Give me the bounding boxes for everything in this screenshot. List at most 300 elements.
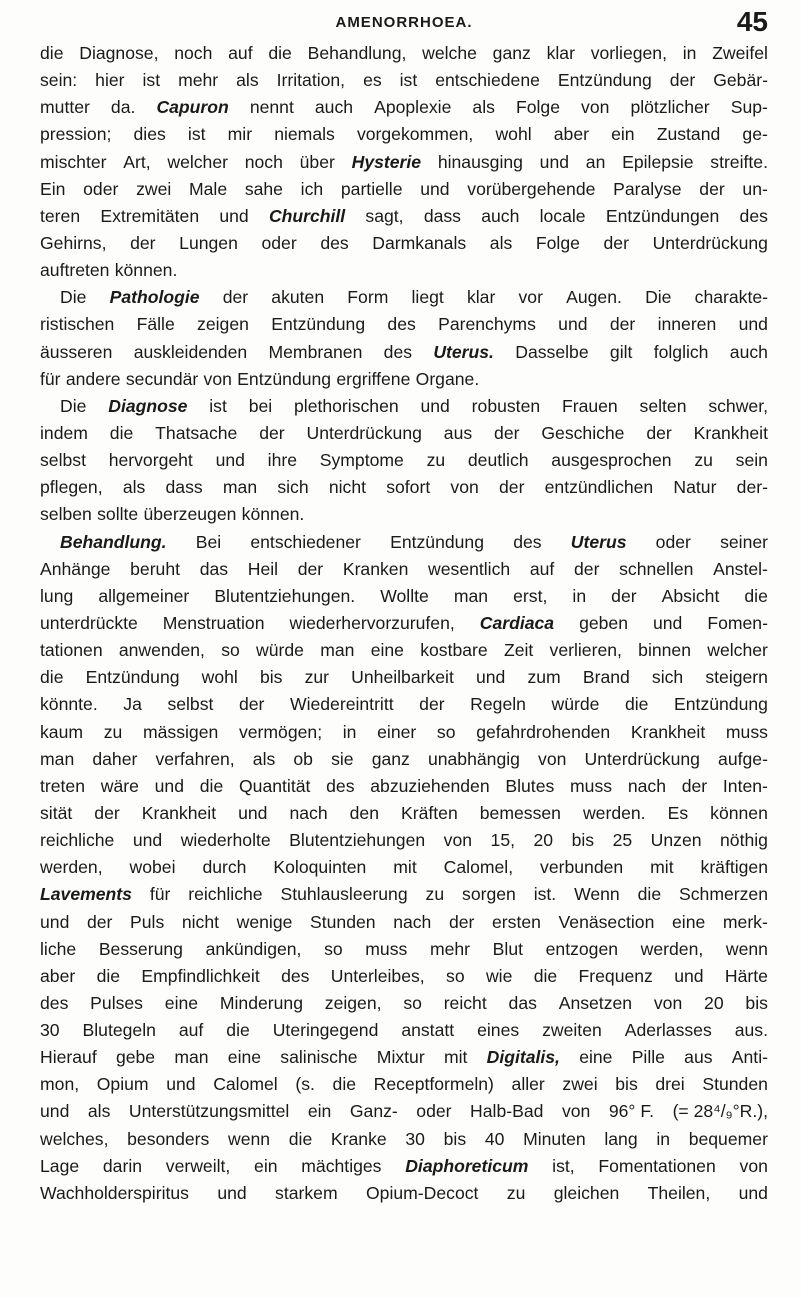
word: und xyxy=(558,314,588,335)
word: und xyxy=(420,178,450,199)
word: Opium-Decoct xyxy=(365,1182,479,1203)
word: und xyxy=(132,830,163,851)
word: durch xyxy=(202,857,247,878)
word: sie xyxy=(331,748,354,769)
word: robusten xyxy=(471,395,541,416)
word: der xyxy=(448,911,475,932)
word: hier xyxy=(95,70,125,91)
page-number: 45 xyxy=(736,6,768,37)
word: ganz xyxy=(492,43,531,63)
word: wiederhervorzurufen, xyxy=(289,612,455,633)
word: die xyxy=(332,1074,357,1095)
word: Apoplexie xyxy=(374,97,452,118)
word: starkem xyxy=(275,1182,338,1203)
word: würde xyxy=(551,694,600,715)
word: Blutegeln xyxy=(82,1020,156,1041)
text-line xyxy=(40,746,768,773)
word: Folge xyxy=(515,97,560,118)
word: und xyxy=(166,1074,196,1095)
emphasized-word: Diagnose xyxy=(108,395,188,416)
word: so xyxy=(403,992,422,1013)
word: sollte xyxy=(97,504,139,525)
word: Quantität xyxy=(238,775,311,796)
word: so xyxy=(446,965,465,986)
word: als xyxy=(87,1101,111,1122)
word: Stunden xyxy=(310,911,376,932)
word: salinische xyxy=(280,1047,358,1068)
word: vorgekommen, xyxy=(356,124,474,145)
word: ist, xyxy=(552,1155,575,1176)
word: können. xyxy=(114,260,178,281)
word: der xyxy=(646,422,672,443)
word: Blutentziehungen. xyxy=(214,585,356,606)
word: ganz xyxy=(371,748,410,769)
word: zu xyxy=(694,450,713,471)
word: selten xyxy=(639,395,687,416)
word: lang xyxy=(604,1128,638,1149)
word: und xyxy=(154,775,184,796)
word: als xyxy=(252,748,276,769)
word: vorliegen, xyxy=(590,43,667,63)
word: der xyxy=(238,694,265,715)
word: vorübergehende xyxy=(467,178,596,199)
word: Krankheit xyxy=(141,802,217,823)
word: ge- xyxy=(742,124,768,145)
word: sagt, xyxy=(365,205,404,226)
word: hervorgeht xyxy=(108,450,193,471)
word: Besserung xyxy=(98,938,183,959)
word: Fälle xyxy=(136,314,175,335)
word: und xyxy=(674,965,704,986)
word: und xyxy=(420,395,450,416)
word: wenige xyxy=(236,911,293,932)
word: sahe xyxy=(244,178,283,199)
word: des xyxy=(326,775,355,796)
word: ein xyxy=(307,1101,332,1122)
word: Unheilbarkeit xyxy=(351,667,454,688)
word: mon, xyxy=(40,1074,80,1095)
word: die xyxy=(533,965,558,986)
word: Stunden xyxy=(702,1074,768,1095)
word: Wenn xyxy=(574,884,620,905)
word: des xyxy=(739,205,768,226)
word: Härte xyxy=(724,965,768,986)
word: man xyxy=(453,585,489,606)
word: aus xyxy=(684,1047,713,1068)
word: partielle xyxy=(340,178,403,199)
word: und xyxy=(40,911,70,932)
word: (s. xyxy=(295,1074,315,1095)
word: des xyxy=(513,531,542,552)
word: 30 xyxy=(405,1128,425,1149)
word: wenn xyxy=(228,1128,271,1149)
word: Wachholderspiritus xyxy=(40,1182,189,1203)
word: Unterdrückung xyxy=(584,748,700,769)
word: aber xyxy=(40,965,76,986)
word: bei xyxy=(248,395,273,416)
word: niemals xyxy=(274,124,335,145)
word: erst, xyxy=(513,585,548,606)
word: Blutentziehungen xyxy=(289,830,426,851)
word: ersten xyxy=(492,911,541,932)
page-header xyxy=(40,4,768,38)
word: pflegen, xyxy=(40,477,103,498)
word: einer xyxy=(377,721,417,742)
word: akuten xyxy=(271,287,325,308)
word: beruht xyxy=(130,558,181,579)
word: Unzen xyxy=(650,830,702,851)
text-line xyxy=(40,1071,768,1098)
word: Absicht xyxy=(661,585,720,606)
text-line xyxy=(40,583,768,610)
word: ausgesprochen xyxy=(551,450,672,471)
word: wohl xyxy=(201,667,238,688)
word: reichliche xyxy=(40,830,115,851)
word: zu xyxy=(426,450,446,471)
word: die xyxy=(624,694,649,715)
word: besonders xyxy=(127,1128,210,1149)
word: eine xyxy=(672,911,706,932)
word: anstatt xyxy=(401,1020,455,1041)
word: verlieren, xyxy=(549,640,622,661)
word: Anti- xyxy=(731,1047,768,1068)
word: gilt xyxy=(609,341,633,362)
word: auf xyxy=(228,43,253,63)
word: auch xyxy=(481,205,520,226)
word: es xyxy=(363,70,382,91)
word: entzogen xyxy=(545,938,619,959)
word: klar xyxy=(466,287,496,308)
text-line xyxy=(40,1153,768,1180)
word: drei xyxy=(655,1074,685,1095)
word: aus xyxy=(443,422,473,443)
word: unterdrückte xyxy=(40,612,138,633)
word: Membranen xyxy=(268,341,363,362)
word: noch xyxy=(174,43,213,63)
text-line xyxy=(40,800,768,827)
text-line xyxy=(40,176,768,203)
word: 30 xyxy=(40,1020,60,1041)
word: Hierauf xyxy=(40,1047,97,1068)
word: Fomentationen xyxy=(598,1155,716,1176)
word: die xyxy=(226,1020,250,1041)
word: auf xyxy=(529,558,555,579)
word: ich xyxy=(300,178,324,199)
word: muss xyxy=(725,721,768,742)
word: oder xyxy=(655,531,691,552)
word: man xyxy=(320,640,355,661)
word: mässigen xyxy=(142,721,219,742)
word: Koloquinten xyxy=(273,857,367,878)
body-text xyxy=(40,40,768,1207)
word: mächtiges xyxy=(301,1155,382,1176)
emphasized-word: Hysterie xyxy=(351,151,422,172)
word: selbst xyxy=(167,694,214,715)
word: pression; xyxy=(40,124,112,145)
word: von xyxy=(203,368,232,389)
word: muss xyxy=(365,938,408,959)
word: über xyxy=(299,151,335,172)
word: da. xyxy=(110,97,136,118)
word: nöthig xyxy=(720,830,768,851)
word: allgemeiner xyxy=(98,585,190,606)
text-line xyxy=(40,691,768,718)
word: Entzündung xyxy=(557,70,652,91)
word: und xyxy=(215,450,245,471)
word: entschiedene xyxy=(435,70,540,91)
word: Male xyxy=(188,178,228,199)
word: nach xyxy=(289,802,328,823)
word: zum xyxy=(527,667,561,688)
text-line xyxy=(40,420,768,447)
word: auskleidenden xyxy=(133,341,248,362)
emphasized-word: Cardiaca xyxy=(479,612,555,633)
word: und xyxy=(652,612,683,633)
word: plötzlicher xyxy=(630,97,710,118)
word: 15, xyxy=(490,830,515,851)
word: Unterleibes, xyxy=(330,965,425,986)
word: bemessen xyxy=(479,802,561,823)
word: reicht xyxy=(443,992,487,1013)
word: und xyxy=(219,205,249,226)
word: Symptome xyxy=(319,450,404,471)
word: Ansetzen xyxy=(558,992,633,1013)
word: Lage xyxy=(40,1155,80,1176)
word: Zweifel xyxy=(712,43,768,63)
word: Zeit xyxy=(503,640,534,661)
word: schnellen xyxy=(619,558,694,579)
word: der xyxy=(222,287,249,308)
word: Calomel, xyxy=(443,857,514,878)
word: sein xyxy=(735,450,768,471)
word: bis xyxy=(443,1128,467,1149)
word: können xyxy=(710,802,768,823)
word: von xyxy=(561,1101,591,1122)
word: Unterstützungsmittel xyxy=(128,1101,290,1122)
emphasized-word: Digitalis, xyxy=(486,1047,560,1068)
word: und xyxy=(238,802,268,823)
word: anwenden, xyxy=(118,640,205,661)
word: Natur xyxy=(673,477,717,498)
word: Entzündung xyxy=(237,368,332,389)
text-line xyxy=(40,94,768,121)
word: zu xyxy=(506,1182,526,1203)
word: Es xyxy=(667,802,689,823)
word: Die xyxy=(60,287,87,308)
word: gebe xyxy=(115,1047,156,1068)
word: welcher xyxy=(167,151,228,172)
word: ist. xyxy=(533,884,557,905)
word: man xyxy=(222,477,258,498)
word: Receptformeln) xyxy=(373,1074,494,1095)
text-line xyxy=(40,230,768,257)
word: Darmkanals xyxy=(372,232,467,253)
word: vor xyxy=(518,287,543,308)
word: deutlich xyxy=(467,450,529,471)
emphasized-word: Capuron xyxy=(156,97,229,118)
word: selben xyxy=(40,504,92,525)
word: der xyxy=(609,314,636,335)
word: Extremitäten xyxy=(100,205,200,226)
text-line xyxy=(40,339,768,366)
word: zeigen, xyxy=(324,992,382,1013)
word: auftreten xyxy=(40,260,110,281)
word: ein xyxy=(254,1155,278,1176)
word: an xyxy=(585,151,606,172)
word: Theilen, xyxy=(647,1182,711,1203)
word: eine xyxy=(579,1047,613,1068)
word: Blutes xyxy=(505,775,555,796)
word: Folge xyxy=(535,232,580,253)
word: ist xyxy=(187,124,206,145)
word: Unterdrückung xyxy=(652,232,768,253)
word: welcher xyxy=(707,640,768,661)
word: das xyxy=(508,992,537,1013)
word: sein: xyxy=(40,70,78,91)
word: Kranke xyxy=(330,1128,387,1149)
text-line xyxy=(40,1098,768,1125)
word: wie xyxy=(485,965,513,986)
text-line xyxy=(40,936,768,963)
text-line xyxy=(40,854,768,881)
word: 20 xyxy=(533,830,554,851)
word: mit xyxy=(650,857,674,878)
word: klar xyxy=(546,43,575,63)
word: Halb-Bad xyxy=(470,1101,544,1122)
word: streifte. xyxy=(710,151,768,172)
word: als xyxy=(489,232,513,253)
word: der xyxy=(669,70,696,91)
text-line xyxy=(40,827,768,854)
word: Menstruation xyxy=(162,612,265,633)
word: Augen. xyxy=(566,287,622,308)
word: ist xyxy=(209,395,227,416)
word: andere xyxy=(65,368,121,389)
word: eine xyxy=(227,1047,262,1068)
word: secundär xyxy=(125,368,199,389)
word: mehr xyxy=(429,938,471,959)
word: mehr xyxy=(178,70,219,91)
word: der xyxy=(574,558,600,579)
word: unabhängig xyxy=(427,748,520,769)
word: ankündigen, xyxy=(205,938,302,959)
text-line xyxy=(40,40,768,67)
word: eines xyxy=(477,1020,520,1041)
text-line xyxy=(40,610,768,637)
word: die xyxy=(744,585,768,606)
text-line xyxy=(40,393,768,420)
word: würde xyxy=(256,640,304,661)
word: Brand xyxy=(582,667,630,688)
text-line xyxy=(40,366,768,393)
word: Frauen xyxy=(561,395,618,416)
word: als xyxy=(472,97,495,118)
word: und xyxy=(738,314,768,335)
word: Gehirns, xyxy=(40,232,107,253)
word: der xyxy=(611,585,637,606)
word: wäre xyxy=(100,775,139,796)
word: Kräften xyxy=(401,802,458,823)
word: sich xyxy=(277,477,309,498)
emphasized-word: Behandlung. xyxy=(60,531,167,552)
word: der xyxy=(699,178,725,199)
word: nicht xyxy=(328,477,366,498)
word: daher xyxy=(92,748,138,769)
word: Paralyse xyxy=(613,178,682,199)
word: charakte- xyxy=(694,287,768,308)
word: der xyxy=(499,477,525,498)
word: bis xyxy=(745,992,768,1013)
word: aber xyxy=(553,124,589,145)
word: Heil xyxy=(247,558,279,579)
word: bequemer xyxy=(688,1128,768,1149)
word: in xyxy=(682,43,697,63)
word: oder xyxy=(83,178,119,199)
word: nicht xyxy=(181,911,220,932)
word: bis xyxy=(615,1074,638,1095)
text-line xyxy=(40,909,768,936)
word: inneren xyxy=(657,314,717,335)
word: eine xyxy=(370,640,404,661)
word: Stuhlausleerung xyxy=(280,884,408,905)
text-line xyxy=(40,501,768,528)
word: Entzündung xyxy=(271,314,366,335)
word: kaum xyxy=(40,721,84,742)
word: der xyxy=(419,694,445,715)
word: oder xyxy=(416,1101,452,1122)
word: verbunden xyxy=(540,857,624,878)
text-line xyxy=(40,1017,768,1044)
word: bis xyxy=(571,830,595,851)
word: Pille xyxy=(631,1047,665,1068)
word: für xyxy=(40,368,61,389)
word: zeigen xyxy=(197,314,249,335)
word: Zustand xyxy=(656,124,721,145)
word: zur xyxy=(304,667,330,688)
word: so xyxy=(324,938,343,959)
word: Krankheit xyxy=(630,721,706,742)
word: könnte. xyxy=(40,694,98,715)
word: der xyxy=(259,422,285,443)
text-line xyxy=(40,773,768,800)
word: den xyxy=(349,802,379,823)
word: man xyxy=(174,1047,209,1068)
word: von xyxy=(443,830,473,851)
word: muss xyxy=(570,775,613,796)
emphasized-word: Lavements xyxy=(40,884,132,905)
word: zwei xyxy=(562,1074,598,1095)
word: die xyxy=(199,775,224,796)
word: mutter xyxy=(40,97,90,118)
word: selbst xyxy=(40,450,86,471)
word: Die xyxy=(645,287,672,308)
word: welches, xyxy=(40,1128,109,1149)
word: die xyxy=(40,43,64,63)
word: Geschiche xyxy=(541,422,625,443)
word: wohl xyxy=(495,124,532,145)
word: der xyxy=(681,775,708,796)
word: plethorischen xyxy=(294,395,399,416)
word: abzuziehenden xyxy=(370,775,490,796)
word: die xyxy=(40,667,64,688)
word: von xyxy=(538,748,567,769)
word: dies xyxy=(133,124,166,145)
word: ristischen xyxy=(40,314,115,335)
word: Art, xyxy=(123,151,151,172)
word: Mixtur xyxy=(376,1047,425,1068)
word: sorgen xyxy=(462,884,516,905)
word: zweiten xyxy=(542,1020,602,1041)
